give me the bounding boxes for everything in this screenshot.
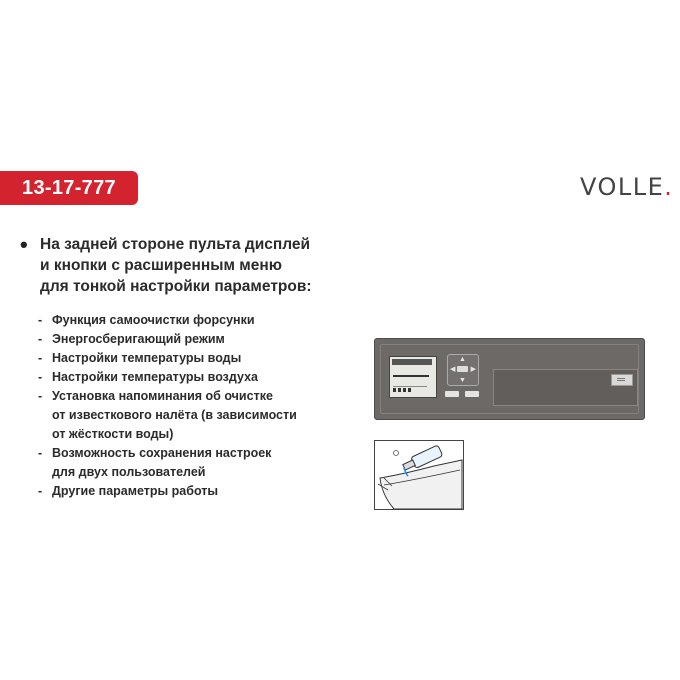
feature-text: Настройки температуры воды [52, 351, 242, 365]
remote-control-back-panel [374, 338, 645, 420]
feature-dash: - [38, 370, 43, 384]
cover-latch-icon [611, 374, 633, 386]
feature-text: Возможность сохранения настроек для двух пользователей [52, 446, 272, 479]
lcd-title-bar [392, 359, 432, 365]
main-bullet-line: На задней стороне пульта дисплей [40, 236, 311, 253]
arrow-left-icon: ◀ [450, 366, 456, 373]
descaler-bottle-pouring-icon [374, 440, 464, 510]
feature-text: Энергосберигающий режим [52, 332, 225, 346]
lcd-row [393, 388, 413, 392]
feature-dash: - [38, 389, 43, 403]
feature-dash: - [38, 351, 43, 365]
lcd-row [393, 369, 429, 377]
back-button [465, 391, 479, 397]
feature-text: Другие параметры работы [52, 484, 219, 498]
feature-item [38, 368, 297, 387]
feature-item [38, 311, 297, 330]
sku-badge: 13-17-777 [0, 171, 138, 205]
feature-text: Установка напоминания об очистке от известкового налёта (в зависимости от жёсткости воды) [52, 389, 297, 441]
arrow-up-icon: ▲ [459, 356, 466, 363]
battery-cover [493, 369, 638, 406]
feature-item [38, 387, 297, 444]
lcd-row [393, 380, 427, 387]
feature-item [38, 330, 297, 349]
feature-item [38, 444, 297, 482]
brand-dot: . [664, 173, 674, 201]
feature-item [38, 349, 297, 368]
feature-text: Настройки температуры воздуха [52, 370, 258, 384]
feature-dash: - [38, 484, 43, 498]
feature-dash: - [38, 313, 43, 327]
feature-item [38, 482, 297, 501]
main-bullet-line: и кнопки с расширенным меню [40, 257, 282, 274]
feature-text: Функция самоочистки форсунки [52, 313, 255, 327]
menu-button [445, 391, 459, 397]
bullet-dot: • [20, 232, 28, 257]
main-bullet-line: для тонкой настройки параметров: [40, 278, 312, 295]
main-bullet-text [40, 234, 340, 297]
ok-button [457, 366, 468, 372]
lcd-display [389, 356, 437, 398]
navigation-pad [447, 354, 479, 386]
brand-logo [580, 173, 673, 201]
arrow-down-icon: ▼ [459, 377, 466, 384]
arrow-right-icon: ▶ [470, 366, 476, 373]
brand-name: VOLLE [580, 173, 665, 201]
feature-dash: - [38, 332, 43, 346]
feature-dash: - [38, 446, 43, 460]
feature-list [38, 311, 297, 501]
main-bullet-point [20, 234, 340, 297]
